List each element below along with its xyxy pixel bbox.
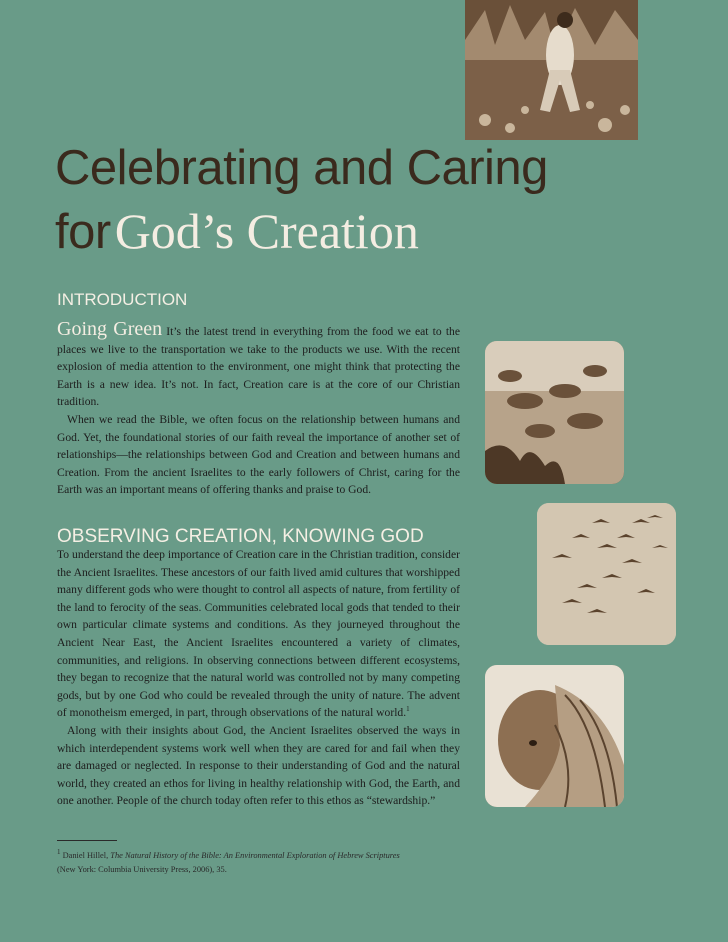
title-prefix: for [55,205,111,259]
section2-paragraph-2: Along with their insights about God, the Ancient Israelites observed the ways in which interdependent systems work well when they are cared for and fail when they are damaged or neglected. In response to their understanding of God and the natural world, they created an ethos for living in healthy relationship with God, the Earth, and one another. People of the church today often refer to this ethos as “stewardship.” [57,723,460,808]
footnote-publisher: (New York: Columbia University Press, 2006), 35. [57,865,227,874]
footnote-number: 1 [57,848,61,857]
footnote-ref: 1 [406,705,410,714]
fish-photo [485,341,624,484]
page-title-line2 [55,202,419,260]
intro-paragraph-2: When we read the Bible, we often focus on the relationship between humans and God. Yet, the foundational stories of our faith reveal the importance of another set of relationships—the relationships between God and Creation and between humans and Creation. From the ancient Israelites to the early followers of Christ, caring for the Earth was an important means of offering thanks and praise to God. [57,412,460,497]
intro-heading: INTRODUCTION [57,290,188,309]
section-heading-observing: OBSERVING CREATION, KNOWING GOD [57,526,424,547]
lead-phrase: Going Green [57,318,163,340]
footnote-rule [57,840,117,841]
child-photo [485,665,624,807]
page-title-line1: Celebrating and Caring [55,141,548,195]
footnote [57,849,477,877]
section2-body [57,546,460,810]
intro-paragraph-1: It’s the latest trend in everything from the food we eat to the places we live to the transportation we take to the products we use. With the recent explosion of media attention to the environment, one might think that protecting the Earth is a new idea. It’s not. In fact, Creation care is at the core of our Christian tradition. [57,325,460,409]
footnote-author: Daniel Hillel, [60,851,111,860]
farmer-photo [465,0,638,140]
footnote-title: The Natural History of the Bible: An Environmental Exploration of Hebrew Scriptures [110,851,400,860]
section2-paragraph-1: To understand the deep importance of Creation care in the Christian tradition, consider the Ancient Israelites. These ancestors of our faith lived amid cultures that worshipped many different gods who were thought to control all aspects of nature, from fertility of the land to ferocity of the seas. Communities celebrated local gods that tended to their own particular climate systems and conditions. As they journeyed throughout the Ancient Near East, the Ancient Israelites encountered a variety of climates, communities, and religions. In observing connections between different ecosystems, they began to recognize that the natural world was controlled not by many competing gods, but by one God who could be revealed through the unity of nature. The advent of monotheism emerged, in part, through observations of the natural world. [57,548,460,720]
intro-body [57,318,460,499]
birds-photo [537,503,676,645]
title-main: God’s Creation [114,203,419,259]
